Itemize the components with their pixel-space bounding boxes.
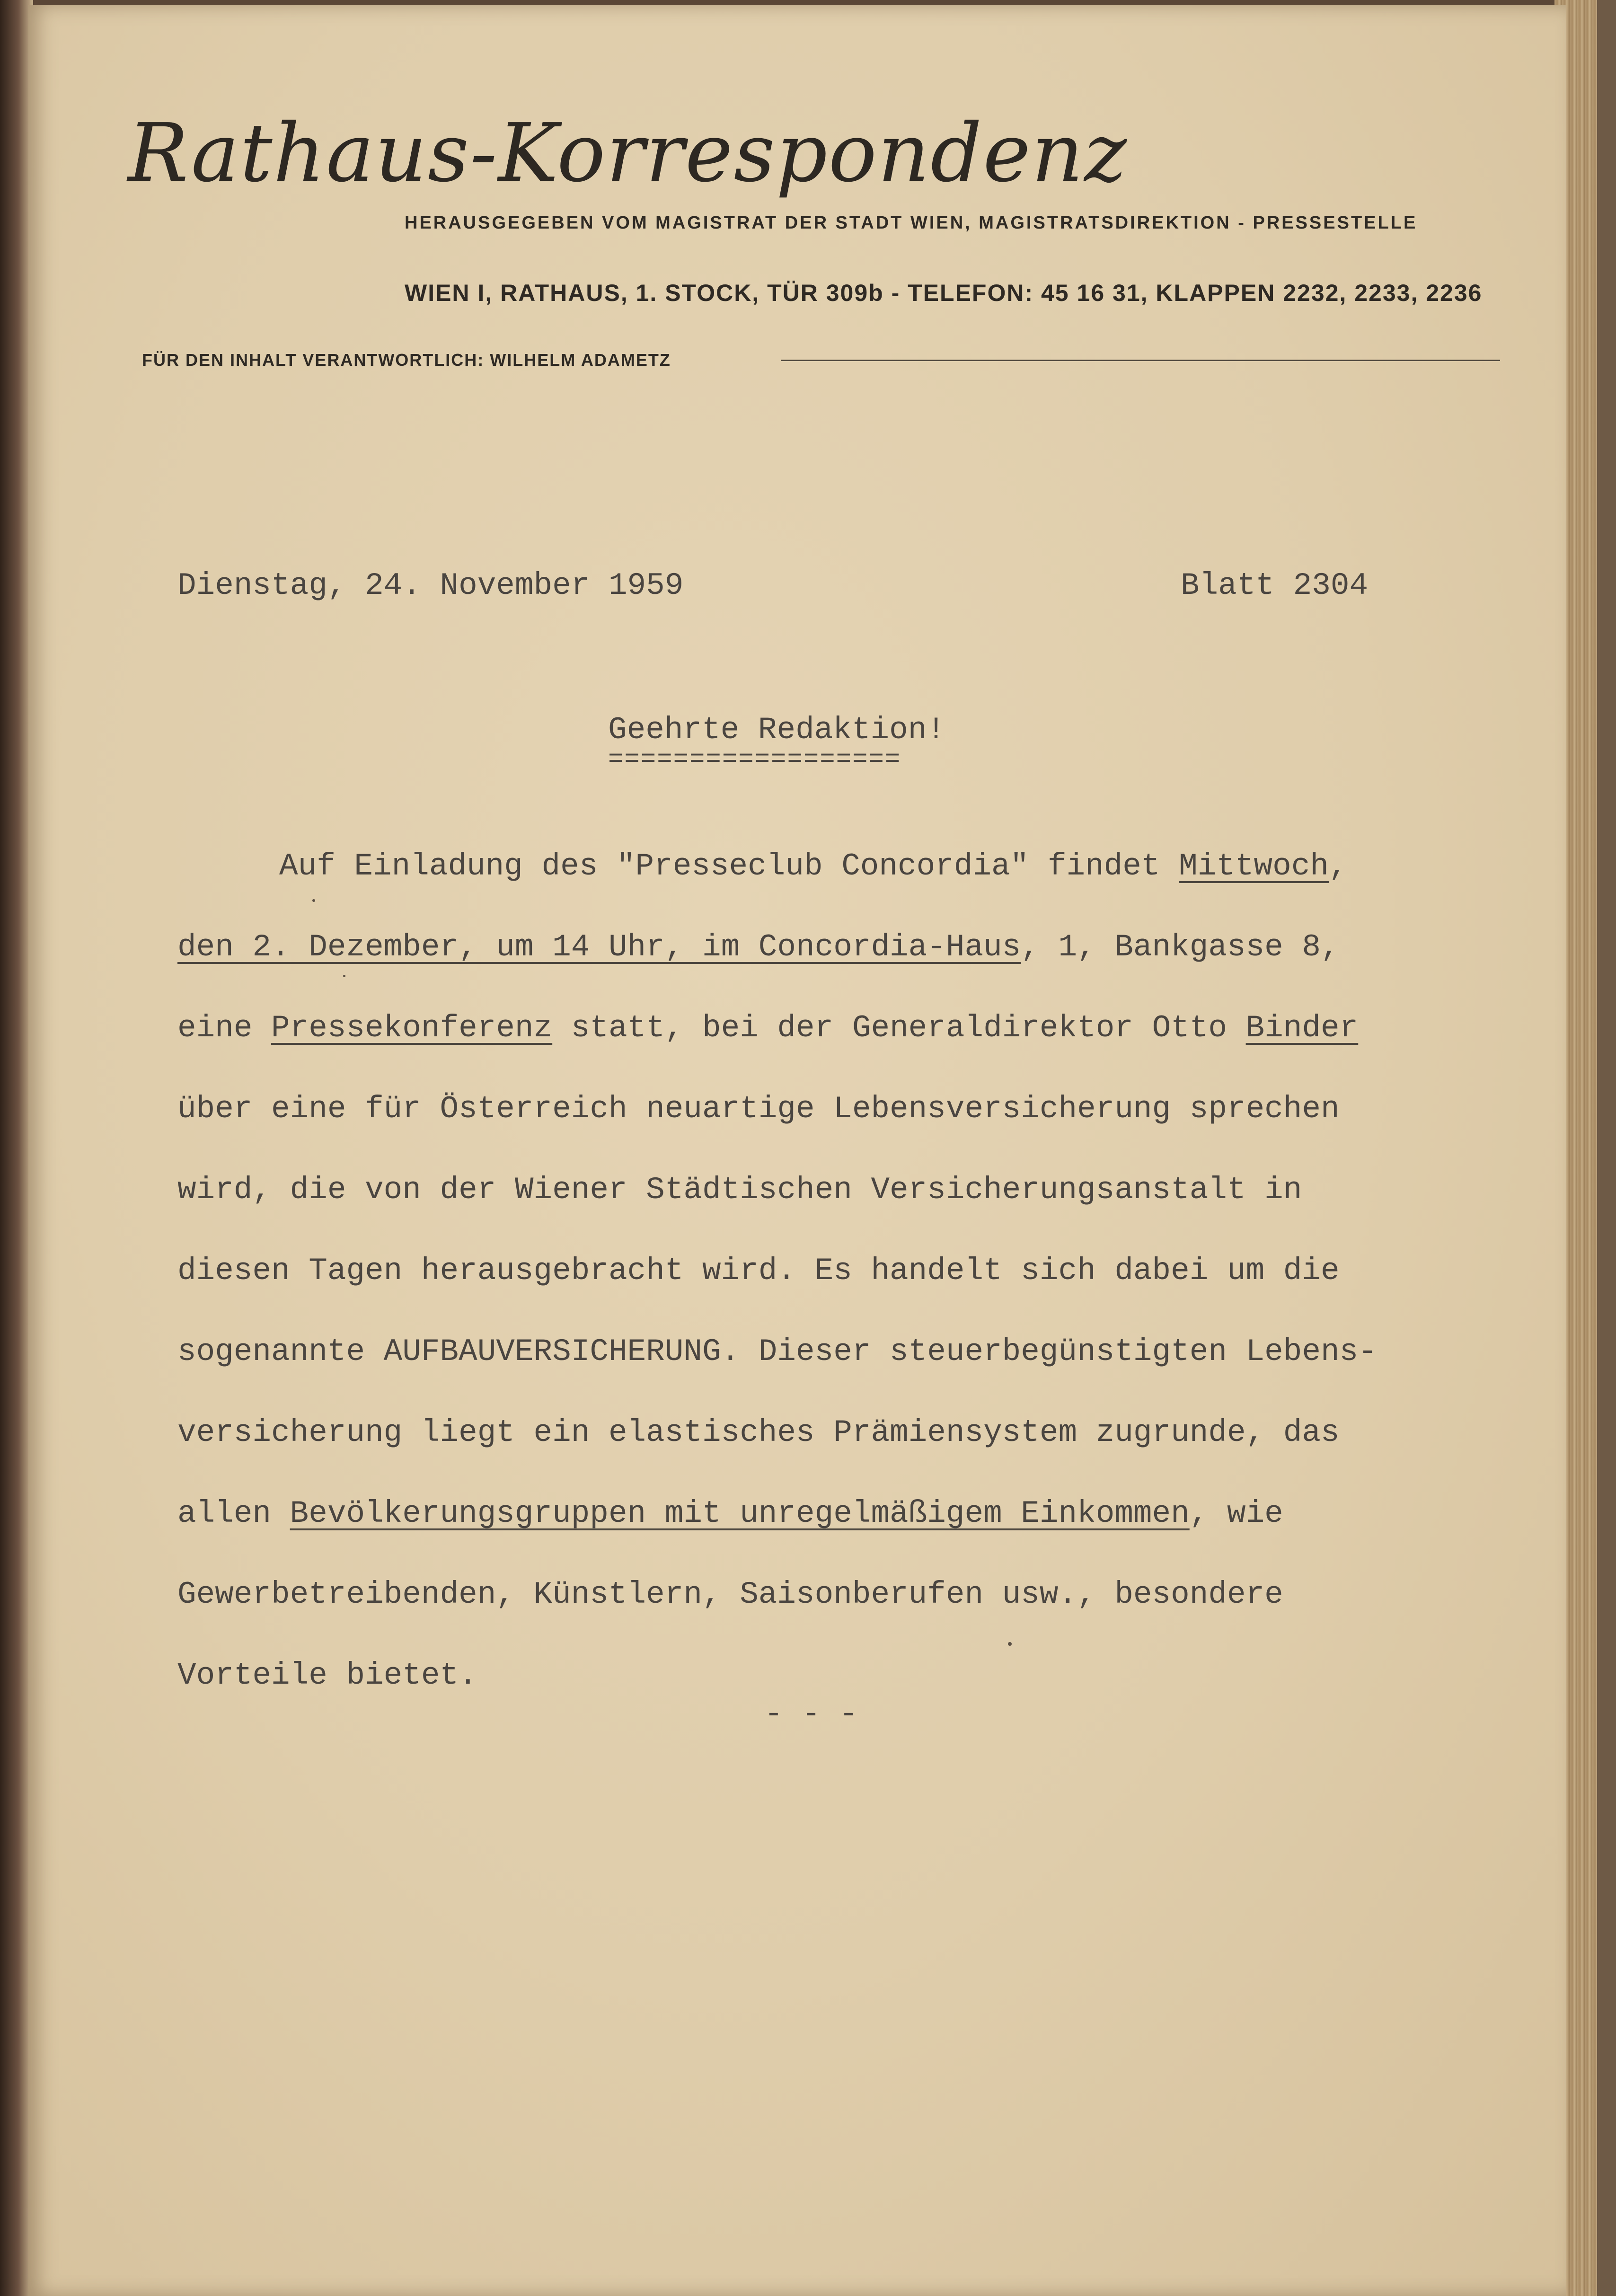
body-line: Gewerbetreibenden, Künstlern, Saisonberufen usw., besondere <box>177 1577 1283 1612</box>
underlined-text: den 2. Dezember, um 14 Uhr, im Concordia-Haus <box>177 929 1021 965</box>
letterhead-title: Rathaus-Korrespondenz <box>128 106 1128 200</box>
ink-speck <box>343 975 345 977</box>
body-line <box>177 988 1455 1069</box>
text-span: allen <box>177 1496 290 1531</box>
body-line <box>177 907 1455 988</box>
letterhead-rule <box>781 360 1500 361</box>
salutation: Geehrte Redaktion! <box>608 712 945 748</box>
responsible-line: FÜR DEN INHALT VERANTWORTLICH: WILHELM ADAMETZ <box>142 350 671 370</box>
underlined-text: Binder <box>1245 1010 1359 1046</box>
publisher-line: HERAUSGEGEBEN VOM MAGISTRAT DER STADT WIEN, MAGISTRATSDIREKTION - PRESSESTELLE <box>405 213 1418 233</box>
body-line: wird, die von der Wiener Städtischen Versicherungsanstalt in <box>177 1172 1302 1208</box>
underlined-text: Pressekonferenz <box>271 1010 553 1046</box>
text-span: eine <box>177 1010 272 1046</box>
ink-speck <box>1008 1642 1012 1646</box>
body-line: Vorteile bietet. <box>177 1658 477 1693</box>
body-paragraph <box>177 826 1455 1716</box>
body-line: über eine für Österreich neuartige Lebensversicherung sprechen <box>177 1091 1340 1127</box>
body-line <box>177 826 1455 907</box>
address-line: WIEN I, RATHAUS, 1. STOCK, TÜR 309b - TELEFON: 45 16 31, KLAPPEN 2232, 2233, 2236 <box>405 280 1483 306</box>
body-line: diesen Tagen herausgebracht wird. Es handelt sich dabei um die <box>177 1253 1340 1289</box>
book-cover-edge <box>1597 0 1616 2296</box>
document-date: Dienstag, 24. November 1959 <box>177 568 684 603</box>
body-line <box>177 1473 1455 1554</box>
text-span: statt, bei der Generaldirektor Otto <box>552 1010 1246 1046</box>
text-span: , 1, Bankgasse 8, <box>1021 929 1340 965</box>
body-line: sogenannte AUFBAUVERSICHERUNG. Dieser steuerbegünstigten Lebens- <box>177 1334 1377 1369</box>
document-sheet <box>28 5 1566 2296</box>
end-mark: - - - <box>764 1696 858 1732</box>
underlined-text: Mittwoch <box>1179 848 1329 884</box>
text-span: Auf Einladung des "Presseclub Concordia" findet <box>279 848 1179 884</box>
sheet-number: Blatt 2304 <box>1181 568 1369 603</box>
body-line: versicherung liegt ein elastisches Prämiensystem zugrunde, das <box>177 1415 1340 1450</box>
text-span: , wie <box>1189 1496 1283 1531</box>
text-span: , <box>1328 848 1348 884</box>
salutation-underline: ================== <box>608 745 901 774</box>
ink-speck <box>312 899 315 902</box>
underlined-text: Bevölkerungsgruppen mit unregelmäßigem Einkommen <box>290 1496 1190 1531</box>
